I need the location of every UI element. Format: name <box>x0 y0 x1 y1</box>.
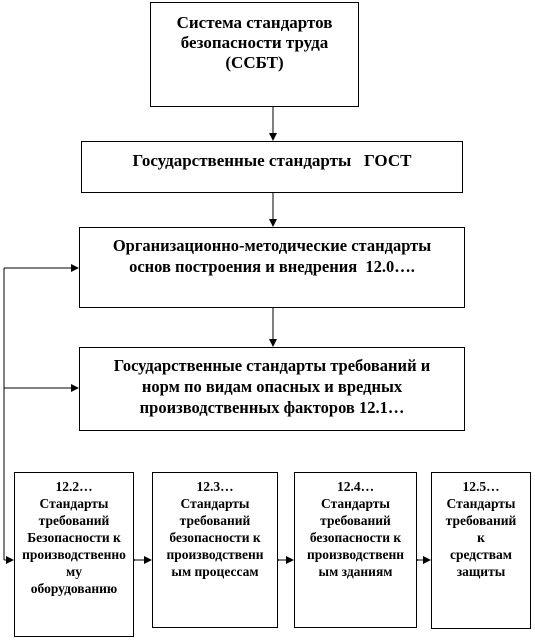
gost-box <box>81 141 463 193</box>
s1-line-6: му <box>66 564 82 579</box>
building-safety-standards-box <box>294 472 417 628</box>
ssbt-line-3: (ССБТ) <box>225 53 284 72</box>
s4-line-2: Стандарты <box>446 496 516 511</box>
s3-line-1: 12.4… <box>336 479 375 494</box>
s2-line-4: безопасности к <box>169 530 261 545</box>
s1-line-3: требований <box>38 513 110 528</box>
s2-line-3: требований <box>179 513 251 528</box>
s4-line-5: средствам <box>449 547 512 562</box>
s1-line-5: производственно <box>22 547 126 562</box>
s4-line-3: требований <box>445 513 517 528</box>
s4-line-1: 12.5… <box>462 479 500 494</box>
s3-line-2: Стандарты <box>321 496 390 511</box>
s1-line-7: оборудованию <box>30 581 118 596</box>
gost-line-1: Государственные стандарты ГОСТ <box>132 151 412 170</box>
ssbt-box <box>150 2 359 107</box>
s3-line-5: производственн <box>306 547 405 562</box>
equipment-safety-standards-box <box>14 472 134 637</box>
hazard-factors-standards-box <box>79 347 465 431</box>
s2-line-1: 12.3… <box>196 479 234 494</box>
s4-line-4: к <box>477 530 485 545</box>
protective-equipment-standards-box <box>431 472 531 629</box>
ssbt-line-2: безопасности труда <box>180 33 329 52</box>
req-line-2: норм по видам опасных и вредных <box>141 377 403 396</box>
s3-line-6: ым зданиям <box>318 564 393 579</box>
s1-line-4: Безопасности к <box>27 530 121 545</box>
s2-line-2: Стандарты <box>180 496 250 511</box>
s3-line-3: требований <box>320 513 391 528</box>
organizational-standards-box <box>79 227 465 308</box>
req-line-1: Государственные стандарты требований и <box>113 356 431 375</box>
ssbt-line-1: Система стандартов <box>176 13 333 32</box>
s2-line-5: производственн <box>166 547 264 562</box>
org-line-1: Организационно-методические стандарты <box>112 236 432 255</box>
s4-line-6: защиты <box>456 564 506 579</box>
s1-line-2: Стандарты <box>39 496 109 511</box>
s1-line-1: 12.2… <box>55 479 93 494</box>
req-line-3: производственных факторов 12.1… <box>139 398 405 417</box>
org-line-2: основ построения и внедрения 12.0…. <box>129 257 415 276</box>
process-safety-standards-box <box>152 472 278 628</box>
s2-line-6: ым процессам <box>171 564 259 579</box>
s3-line-4: безопасности к <box>309 530 402 545</box>
